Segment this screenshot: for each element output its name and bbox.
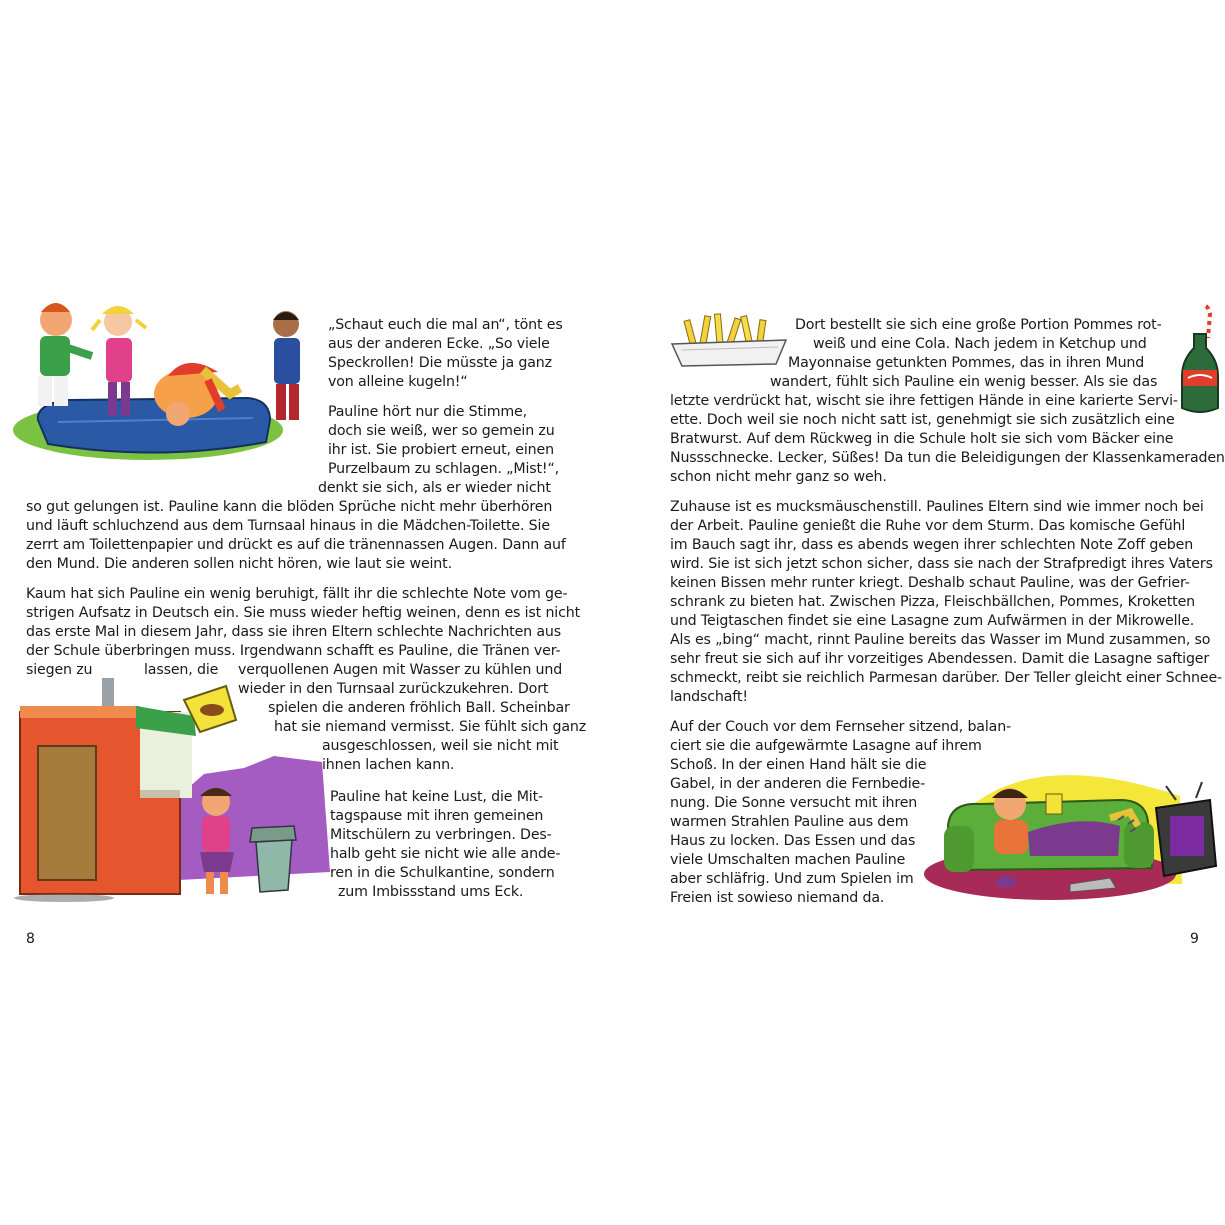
text-line: Zuhause ist es mucksmäuschenstill. Paulines Eltern sind wie immer noch bei [670, 499, 1204, 515]
text-line: spielen die anderen fröhlich Ball. Scheinbar [268, 700, 570, 716]
text-line: ren in die Schulkantine, sondern [330, 865, 555, 881]
text-line: Dort bestellt sie sich eine große Portion Pommes rot- [795, 317, 1162, 333]
text-line: aber schläfrig. Und zum Spielen im [670, 871, 914, 887]
text-line: wieder in den Turnsaal zurückzukehren. Dort [238, 681, 549, 697]
text-line: und läuft schluchzend aus dem Turnsaal hinaus in die Mädchen-Toilette. Sie [26, 518, 550, 534]
text-line: von alleine kugeln!“ [328, 374, 468, 390]
text-line: der Schule überbringen muss. Irgendwann schafft es Pauline, die Tränen ver- [26, 643, 561, 659]
text-line: Freien ist sowieso niemand da. [670, 890, 885, 906]
text-line: lassen, die [144, 662, 219, 678]
text-line: zum Imbissstand ums Eck. [338, 884, 524, 900]
text-line: doch sie weiß, wer so gemein zu [328, 423, 555, 439]
text-line: den Mund. Die anderen sollen nicht hören, wie laut sie weint. [26, 556, 452, 572]
text-line: halb geht sie nicht wie alle ande- [330, 846, 561, 862]
text-line: aus der anderen Ecke. „So viele [328, 336, 550, 352]
text-line: Mayonnaise getunkten Pommes, das in ihren Mund [788, 355, 1145, 371]
text-line: Auf der Couch vor dem Fernseher sitzend, balan- [670, 719, 1012, 735]
text-line: ciert sie die aufgewärmte Lasagne auf ihrem [670, 738, 982, 754]
text-line: Gabel, in der anderen die Fernbedie- [670, 776, 926, 792]
text-line: letzte verdrückt hat, wischt sie ihre fettigen Hände in eine karierte Servi- [670, 393, 1178, 409]
text-line: Schoß. In der einen Hand hält sie die [670, 757, 927, 773]
text-line: Speckrollen! Die müsste ja ganz [328, 355, 552, 371]
text-line: schmeckt, reibt sie reichlich Parmesan darüber. Der Teller gleicht einer Schnee- [670, 670, 1222, 686]
text-line: weiß und eine Cola. Nach jedem in Ketchup und [813, 336, 1147, 352]
text-line: ihr ist. Sie probiert erneut, einen [328, 442, 554, 458]
text-line: strigen Aufsatz in Deutsch ein. Sie muss wieder heftig weinen, denn es ist nicht [26, 605, 580, 621]
text-line: das erste Mal in diesem Jahr, dass sie ihren Eltern schlechte Nachrichten aus [26, 624, 562, 640]
text-line: Mitschülern zu verbringen. Des- [330, 827, 552, 843]
text-line: im Bauch sagt ihr, dass es abends wegen ihrer schlechten Note Zoff geben [670, 537, 1194, 553]
text-line: hat sie niemand vermisst. Sie fühlt sich ganz [274, 719, 587, 735]
text-line: und Teigtaschen findet sie eine Lasagne zum Aufwärmen in der Mikrowelle. [670, 613, 1195, 629]
text-line: Nussschnecke. Lecker, Süßes! Da tun die Beleidigungen der Klassenkameraden [670, 450, 1225, 466]
page-number: 9 [1190, 931, 1199, 947]
text-line: warmen Strahlen Pauline aus dem [670, 814, 909, 830]
text-line: Haus zu locken. Das Essen und das [670, 833, 916, 849]
text-line: viele Umschalten machen Pauline [670, 852, 906, 868]
text-line: der Arbeit. Pauline genießt die Ruhe vor dem Sturm. Das komische Gefühl [670, 518, 1186, 534]
text-line: ette. Doch weil sie noch nicht satt ist, genehmigt sie sich zusätzlich eine [670, 412, 1175, 428]
text-line: wird. Sie ist sich jetzt schon sicher, dass sie nach der Strafpredigt ihres Vaters [670, 556, 1213, 572]
text-line: landschaft! [670, 689, 748, 705]
left-page [0, 0, 612, 1225]
couch-tv-illustration [920, 756, 1224, 902]
text-line: Als es „bing“ macht, rinnt Pauline bereits das Wasser im Mund zusammen, so [670, 632, 1211, 648]
text-line: Purzelbaum zu schlagen. „Mist!“, [328, 461, 560, 477]
text-line: so gut gelungen ist. Pauline kann die blöden Sprüche nicht mehr überhören [26, 499, 553, 515]
text-line: denkt sie sich, als er wieder nicht [318, 480, 551, 496]
gym-scene-illustration [8, 292, 320, 462]
text-line: Pauline hört nur die Stimme, [328, 404, 527, 420]
text-line: Pauline hat keine Lust, die Mit- [330, 789, 543, 805]
text-line: ihnen lachen kann. [322, 757, 455, 773]
text-line: keinen Bissen mehr runter kriegt. Deshalb schaut Pauline, was der Gefrier- [670, 575, 1190, 591]
text-line: wandert, fühlt sich Pauline ein wenig besser. Als sie das [770, 374, 1158, 390]
text-line: schon nicht mehr ganz so weh. [670, 469, 887, 485]
text-line: schrank zu bieten hat. Zwischen Pizza, Fleischbällchen, Pommes, Kroketten [670, 594, 1196, 610]
page-number: 8 [26, 931, 35, 947]
text-line: tagspause mit ihren gemeinen [330, 808, 544, 824]
text-line: verquollenen Augen mit Wasser zu kühlen und [238, 662, 563, 678]
text-line: „Schaut euch die mal an“, tönt es [328, 317, 563, 333]
right-page [612, 0, 1224, 1225]
text-line: Kaum hat sich Pauline ein wenig beruhigt, fällt ihr die schlechte Note vom ge- [26, 586, 568, 602]
text-line: ausgeschlossen, weil sie nicht mit [322, 738, 559, 754]
fries-tray-illustration [668, 312, 794, 372]
text-line: sehr freut sie sich auf ihr vorzeitiges Abendessen. Damit die Lasagne saftiger [670, 651, 1210, 667]
cola-bottle-illustration [1178, 304, 1222, 416]
text-line: siegen zu [26, 662, 93, 678]
text-line: Bratwurst. Auf dem Rückweg in die Schule holt sie sich vom Bäcker eine [670, 431, 1174, 447]
text-line: nung. Die Sonne versucht mit ihren [670, 795, 918, 811]
text-line: zerrt am Toilettenpapier und drückt es auf die tränennassen Augen. Dann auf [26, 537, 566, 553]
